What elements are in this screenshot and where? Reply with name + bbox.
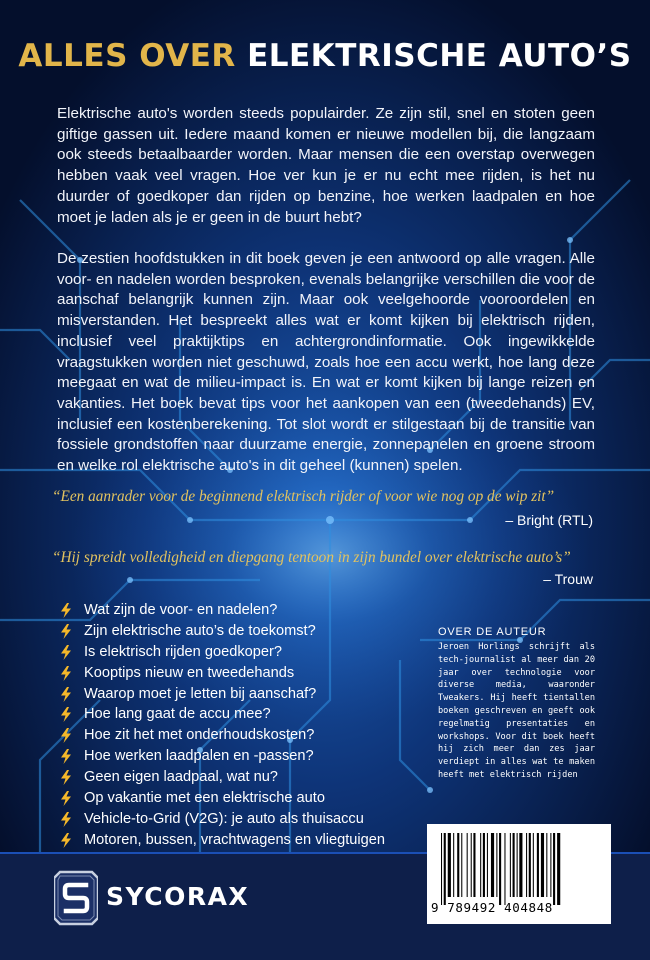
- review-quote: “Een aanrader voor de beginnend elektrisch rijder of voor wie nog op de wip zit”: [52, 488, 555, 505]
- barcode: [441, 833, 601, 905]
- barcode-bar: [453, 833, 454, 897]
- barcode-bar: [471, 833, 472, 897]
- intro-paragraph: Elektrische auto's worden steeds populairder. Ze zijn stil, snel en stoten geen giftige gassen uit. Iedere maand komen er nieuwe modellen bij, die langzaam ook steeds betaalbaarder worden. Maar mensen die een overstap overwegen hebben vaak veel vragen. Hoe ver kun je er nu echt mee rijden, is het nu duurder of goedkoper dan rijden op benzine, hoe werken laadpalen en hoe moet je laden als je er geen in de buurt hebt?: [57, 105, 595, 226]
- barcode-bar: [517, 833, 518, 897]
- barcode-bar: [533, 833, 534, 897]
- barcode-bar: [546, 833, 547, 897]
- sycorax-logo-icon: [54, 870, 98, 926]
- list-item: [58, 809, 385, 830]
- list-item: [58, 830, 385, 851]
- lightning-bolt-icon: [60, 791, 72, 806]
- lightning-bolt-icon: [60, 749, 72, 764]
- list-item-label: Zijn elektrische auto’s de toekomst?: [84, 622, 316, 639]
- barcode-bar: [519, 833, 522, 897]
- barcode-bar: [553, 833, 555, 905]
- list-item-label: Is elektrisch rijden goedkoper?: [84, 643, 282, 660]
- list-item: [58, 767, 385, 788]
- barcode-bar: [510, 833, 511, 897]
- list-item: [58, 746, 385, 767]
- list-item-label: Op vakantie met een elektrische auto: [84, 790, 325, 807]
- list-item-label: Vehicle-to-Grid (V2G): je auto als thuisaccu: [84, 810, 364, 827]
- barcode-bar: [467, 833, 468, 897]
- about-author: [438, 626, 595, 782]
- topic-list: [58, 600, 385, 872]
- review-source: – Trouw: [543, 571, 593, 587]
- barcode-bar: [448, 833, 451, 897]
- list-item-label: Wat zijn de voor- en nadelen?: [84, 602, 278, 618]
- title-part-1: ALLES OVER: [18, 38, 236, 74]
- review-quote: “Hij spreidt volledigheid en diepgang tentoon in zijn bundel over elektrische auto’s”: [52, 549, 571, 566]
- list-item: [58, 725, 385, 746]
- list-item-label: Waarop moet je letten bij aanschaf?: [84, 685, 317, 702]
- lightning-bolt-icon: [60, 833, 72, 848]
- content-paragraph: De zestien hoofdstukken in dit boek geven je een antwoord op alle vragen. Alle voor- en nadelen worden besproken, evenals belangrijke verschillen die voor de aanschaf belangrijk kunnen zijn. Maar ook veelgehoorde vooroordelen en misverstanden. Het bespreekt alles wat er komt kijken bij elektrisch rijden, inclusief veel praktijktips en achtergrondinformatie. Ook ingewikkelde vraagstukken worden niet geschuwd, zoals hoe een accu werkt, hoe lang deze meegaat en wat de milieu-impact is. En wat er komt kijken bij lange reizen en vakanties. Het boek bevat tips voor het aankopen van een (tweedehands) EV, inclusief een kostenberekening. Tot slot wordt er stilgestaan bij de transitie van fossiele grondstoffen naar duurzame energie, zonnepanelen en groene stroom en welke rol elektrische auto's in dit geheel (kunnen) spelen.: [57, 250, 595, 475]
- list-item: [58, 684, 385, 705]
- barcode-bar: [537, 833, 539, 897]
- list-item-label: Motoren, bussen, vrachtwagens en vliegtuigen: [84, 831, 385, 848]
- book-title: [0, 38, 650, 74]
- barcode-bar: [461, 833, 462, 897]
- lightning-bolt-icon: [60, 728, 72, 743]
- lightning-bolt-icon: [60, 687, 72, 702]
- author-bio: Jeroen Horlings schrijft als tech-journalist al meer dan 20 jaar over technologie voor diverse media, waaronder Tweakers. Hij heeft tientallen boeken geschreven en geeft ook regelmatig presentaties en workshops. Voor dit boek heeft hij zich meer dan zes jaar verdiept in alles wat te maken heeft met elektrisch rijden: [438, 642, 595, 780]
- lightning-bolt-icon: [60, 645, 72, 660]
- author-heading: OVER DE AUTEUR: [438, 626, 547, 638]
- barcode-bar: [541, 833, 544, 897]
- barcode-bar: [491, 833, 494, 897]
- barcode-bar: [441, 833, 442, 905]
- barcode-bar: [550, 833, 551, 897]
- lightning-bolt-icon: [60, 812, 72, 827]
- barcode-panel: [427, 824, 611, 924]
- lightning-bolt-icon: [60, 707, 72, 722]
- barcode-bar: [526, 833, 527, 897]
- list-item-label: Kooptips nieuw en tweedehands: [84, 664, 295, 681]
- list-item: [58, 704, 385, 725]
- barcode-bar: [480, 833, 481, 897]
- review-source: – Bright (RTL): [505, 512, 593, 528]
- list-item-label: Hoe zit het met onderhoudskosten?: [84, 727, 315, 744]
- barcode-bar: [457, 833, 459, 897]
- list-item: [58, 621, 385, 642]
- list-item-label: Hoe lang gaat de accu mee?: [84, 706, 271, 723]
- list-item: [58, 642, 385, 663]
- barcode-bar: [473, 833, 475, 897]
- barcode-bar: [504, 833, 505, 905]
- list-item: [58, 600, 385, 621]
- list-item-label: Hoe werken laadpalen en -passen?: [84, 748, 314, 765]
- lightning-bolt-icon: [60, 666, 72, 681]
- publisher-name: SYCORAX: [106, 882, 250, 911]
- barcode-bar: [487, 833, 488, 897]
- list-item-label: Geen eigen laadpaal, wat nu?: [84, 769, 278, 786]
- publisher-logo: [54, 870, 250, 926]
- barcode-bar: [483, 833, 485, 897]
- lightning-bolt-icon: [60, 770, 72, 785]
- barcode-bar: [496, 833, 497, 897]
- barcode-bar: [499, 833, 501, 905]
- barcode-bar: [513, 833, 515, 897]
- barcode-bar: [557, 833, 560, 905]
- lightning-bolt-icon: [60, 603, 72, 618]
- barcode-bar: [444, 833, 446, 905]
- lightning-bolt-icon: [60, 624, 72, 639]
- isbn-number: 9 789492 404848: [431, 900, 553, 915]
- title-part-2: ELEKTRISCHE AUTO’S: [247, 38, 632, 74]
- barcode-bar: [529, 833, 531, 897]
- list-item: [58, 663, 385, 684]
- list-item: [58, 788, 385, 809]
